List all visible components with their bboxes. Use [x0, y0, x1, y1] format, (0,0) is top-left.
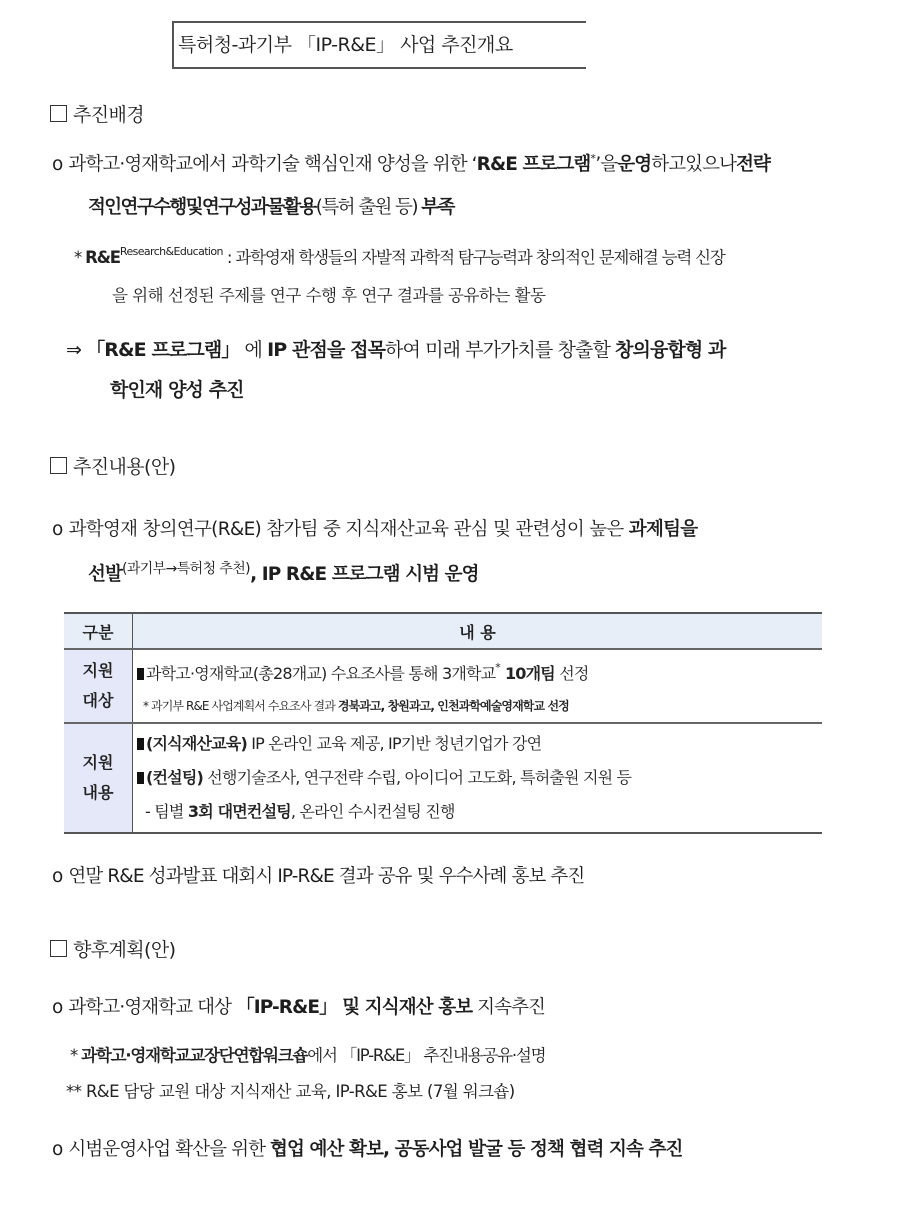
text: 에서 「IP-R&E」 추진내용공유·설명 [307, 1046, 546, 1065]
plan-note1 [70, 1042, 545, 1066]
text: 에 [239, 339, 268, 361]
footnote-text: : 과학영재 학생들의 자발적 과학적 탐구능력과 창의적인 문제해결 능력 신장 [222, 248, 725, 267]
text: 과학고·영재학교에서 과학기술 핵심인재 양성을 위한 ‘ [68, 154, 477, 175]
implies-arrow-icon: ⇒ [66, 339, 82, 361]
emphasis-consulting: (컨설팅) [146, 768, 203, 787]
content-bullet-line2 [88, 558, 479, 586]
text: * 과기부 R&E 사업계획서 수요조사 결과 [143, 699, 338, 713]
text: 하여 미래 부가가치를 창출할 [385, 339, 616, 361]
text: IP 온라인 교육 제공, IP기반 청년기업가 강연 [246, 734, 542, 753]
footnote-marker: * [74, 248, 82, 267]
emphasis-convergence: 창의융합형 과 [615, 339, 726, 361]
emphasis-lack: 부족 [421, 197, 454, 218]
bullet-circle-icon: o [52, 154, 63, 175]
text: 과학고·영재학교 대상 [68, 997, 237, 1018]
content-bullet-line1 [52, 515, 697, 541]
checkbox-square-icon [50, 940, 67, 957]
background-bullet-line2 [88, 193, 454, 219]
content-line [133, 795, 822, 829]
section-heading-content [50, 452, 175, 479]
label-line: 대상 [82, 691, 114, 710]
checkbox-square-icon [50, 457, 67, 474]
text: 하고있으나 [651, 154, 737, 175]
table-header-content: 내 용 [133, 613, 823, 649]
plan-bullet2 [52, 1135, 682, 1161]
background-conclusion-line1 [66, 335, 726, 362]
label-line: 지원 [82, 661, 114, 680]
section-heading-plan [50, 935, 175, 962]
text: 연말 R&E 성과발표 대회시 IP-R&E 결과 공유 및 우수사례 홍보 추진 [68, 866, 585, 887]
section-heading-text: 추진배경 [73, 104, 145, 126]
label-line: 내용 [82, 783, 114, 802]
background-bullet-line1 [52, 150, 770, 176]
emphasis-ip-education: (지식재산교육) [146, 734, 247, 753]
background-conclusion-line2: 학인재 양성 추진 [110, 379, 244, 401]
section-heading-background [50, 100, 144, 127]
plan-note2: ** R&E 담당 교원 대상 지식재산 교육, IP-R&E 홍보 (7월 워크숍) [66, 1082, 515, 1101]
text: , 온라인 수시컨설팅 진행 [290, 802, 455, 821]
emphasis-selection: 선발 [88, 564, 122, 585]
label-line: 지원 [82, 753, 114, 772]
content-bullet2 [52, 862, 584, 888]
emphasis-operation: 운영 [617, 154, 652, 175]
recommendation-note: (과기부→특허청 추천) [121, 561, 251, 577]
text: 선행기술조사, 연구전략 수립, 아이디어 고도화, 특허출원 지원 등 [203, 768, 632, 787]
emphasis-research-utilization: 적인연구수행및연구성과물활용 [88, 197, 316, 218]
emphasis-workshop: 과학고·영재학교교장단연합워크숍 [81, 1046, 308, 1065]
bullet-circle-icon: o [52, 519, 63, 540]
content-line [133, 651, 822, 691]
support-table [64, 612, 822, 834]
footnote-marker: * [70, 1046, 82, 1065]
plan-bullet1 [52, 993, 545, 1019]
emphasis-face-to-face: 3회 대면컨설팅 [187, 802, 291, 821]
text: (특허 출원 등) [315, 197, 422, 218]
rne-footnote-line1 [74, 244, 725, 268]
row-label-support-content [64, 723, 133, 833]
text: 과학영재 창의연구(R&E) 참가팀 중 지식재산교육 관심 및 관련성이 높은 [68, 519, 629, 540]
text: 지속추진 [472, 997, 546, 1018]
emphasis-ten-teams: 10개팀 [500, 664, 555, 683]
bullet-circle-icon: o [52, 1139, 63, 1160]
table-header-row [64, 613, 822, 649]
emphasis-task-team: 과제팀을 [628, 519, 698, 540]
square-bullet-icon [137, 668, 144, 680]
emphasis-pilot-program: , IP R&E 프로그램 시범 운영 [250, 564, 479, 585]
square-bullet-icon [137, 738, 144, 750]
footnote-term: R&E [85, 248, 120, 267]
content-line [133, 727, 822, 761]
emphasis-promotion: 「IP-R&E」 및 지식재산 홍보 [236, 997, 473, 1018]
emphasis-selected-schools: 경북과고, 창원과고, 인천과학예술영재학교 선정 [337, 699, 569, 713]
section-heading-text: 향후계획(안) [73, 939, 176, 961]
row-label-support-target [64, 649, 133, 723]
document-title: 특허청-과기부 「IP-R&E」 사업 추진개요 [178, 34, 513, 56]
text: ’을 [595, 154, 618, 175]
content-footnote-line [133, 691, 822, 721]
footnote-marker: * [495, 661, 501, 674]
bullet-circle-icon: o [52, 866, 63, 887]
emphasis-ip-perspective: IP 관점을 접목 [267, 339, 386, 361]
content-line [133, 761, 822, 795]
emphasis-policy-cooperation: 협업 예산 확보, 공동사업 발굴 등 정책 협력 지속 추진 [270, 1139, 683, 1160]
emphasis-strategy: 전략 [736, 154, 771, 175]
square-bullet-icon [137, 772, 144, 784]
text: 선정 [554, 664, 589, 683]
checkbox-square-icon [50, 105, 67, 122]
row-content-support-target [133, 649, 823, 723]
text: 시범운영사업 확산을 위한 [68, 1139, 271, 1160]
table-row [64, 723, 822, 833]
table-row [64, 649, 822, 723]
text: 과학고·영재학교(총28개교) 수요조사를 통해 3개학교 [146, 664, 496, 683]
footnote-term-superscript: Research&Education [119, 245, 223, 258]
emphasis-rne-program: 「R&E 프로그램」 [86, 339, 240, 361]
section-heading-text: 추진내용(안) [73, 456, 176, 478]
table-header-category: 구분 [64, 613, 133, 649]
footnote-marker: * [590, 152, 596, 165]
row-content-support-content [133, 723, 823, 833]
text: - 팀별 [145, 802, 188, 821]
rne-footnote-line2: 을 위해 선정된 주제를 연구 수행 후 연구 결과를 공유하는 활동 [112, 286, 546, 305]
emphasis-rne-program: R&E 프로그램 [476, 154, 591, 175]
bullet-circle-icon: o [52, 997, 63, 1018]
